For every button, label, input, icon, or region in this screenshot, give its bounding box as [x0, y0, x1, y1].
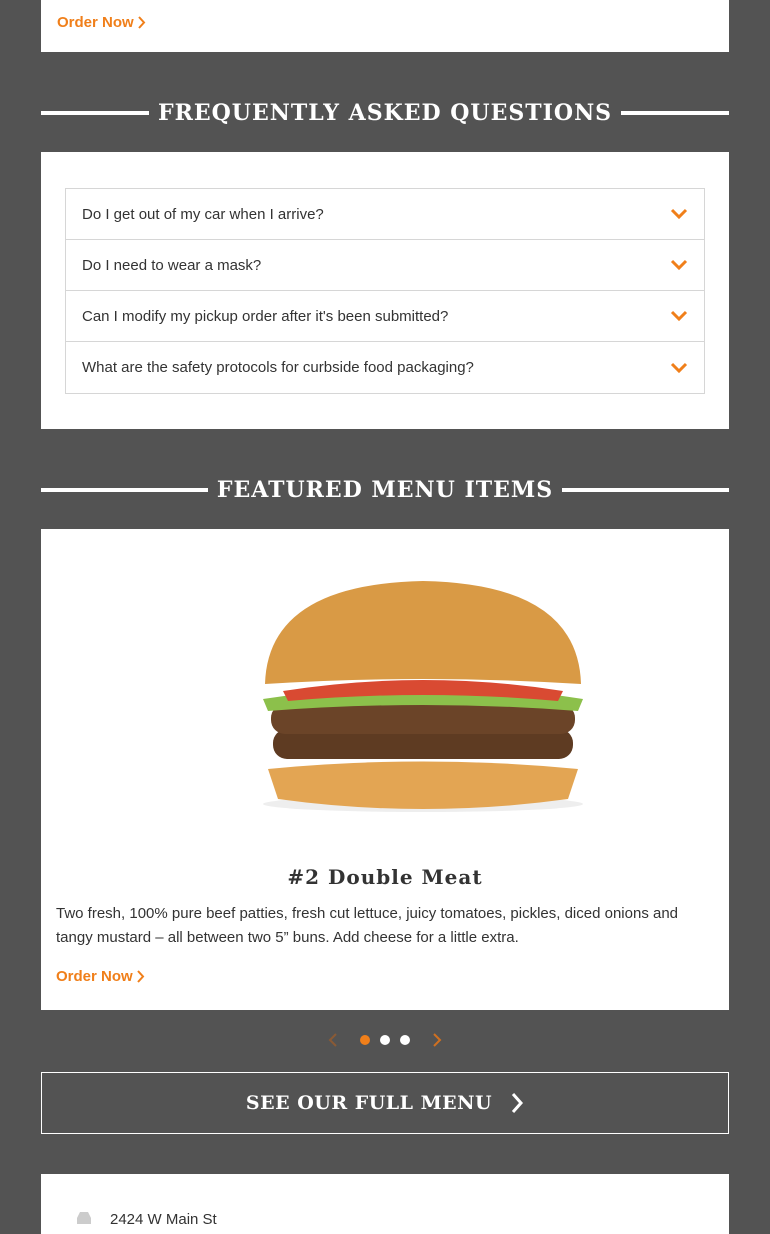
carousel-next-arrow-icon[interactable]	[432, 1032, 442, 1048]
divider	[41, 488, 208, 492]
chevron-right-icon	[137, 970, 145, 983]
featured-item-card	[41, 529, 729, 1010]
faq-item[interactable]	[66, 342, 704, 393]
divider	[562, 488, 729, 492]
featured-heading	[41, 477, 729, 503]
faq-card	[41, 152, 729, 429]
faq-question: Can I modify my pickup order after it's been submitted?	[82, 307, 449, 325]
faq-question: Do I get out of my car when I arrive?	[82, 205, 324, 223]
order-now-link[interactable]	[56, 968, 145, 985]
see-full-menu-label: SEE OUR FULL MENU	[245, 1092, 493, 1114]
featured-title: FEATURED MENU ITEMS	[216, 477, 554, 503]
divider	[621, 111, 729, 115]
item-title: #2 Double Meat	[287, 865, 483, 889]
carousel-dot-1[interactable]	[360, 1035, 370, 1045]
location-address: 2424 W Main St	[110, 1211, 217, 1228]
faq-heading	[41, 100, 729, 126]
faq-question: What are the safety protocols for curbside food packaging?	[82, 359, 474, 376]
faq-item[interactable]	[66, 291, 704, 342]
chevron-down-icon	[670, 310, 688, 322]
divider	[41, 111, 149, 115]
carousel-prev-arrow-icon[interactable]	[328, 1032, 338, 1048]
see-full-menu-button[interactable]	[41, 1072, 729, 1134]
chevron-down-icon	[670, 208, 688, 220]
carousel-dot-3[interactable]	[400, 1035, 410, 1045]
previous-card	[41, 0, 729, 52]
chevron-right-icon	[510, 1092, 524, 1114]
carousel-pagination	[0, 1032, 770, 1048]
faq-list	[65, 188, 705, 394]
car-icon	[73, 1210, 95, 1224]
location-card	[41, 1174, 729, 1234]
carousel-dot-2[interactable]	[380, 1035, 390, 1045]
chevron-down-icon	[670, 259, 688, 271]
order-now-link[interactable]	[57, 14, 146, 31]
faq-title: FREQUENTLY ASKED QUESTIONS	[157, 100, 613, 126]
order-now-label: Order Now	[57, 14, 134, 31]
chevron-down-icon	[670, 362, 688, 374]
faq-question: Do I need to wear a mask?	[82, 256, 262, 274]
burger-image	[223, 579, 623, 819]
chevron-right-icon	[138, 16, 146, 29]
faq-item[interactable]	[66, 240, 704, 291]
item-description: Two fresh, 100% pure beef patties, fresh cut lettuce, juicy tomatoes, pickles, diced onions and tangy mustard – all between two 5” buns. Add cheese for a little extra.	[56, 905, 679, 946]
faq-item[interactable]	[66, 189, 704, 240]
order-now-label: Order Now	[56, 968, 133, 985]
